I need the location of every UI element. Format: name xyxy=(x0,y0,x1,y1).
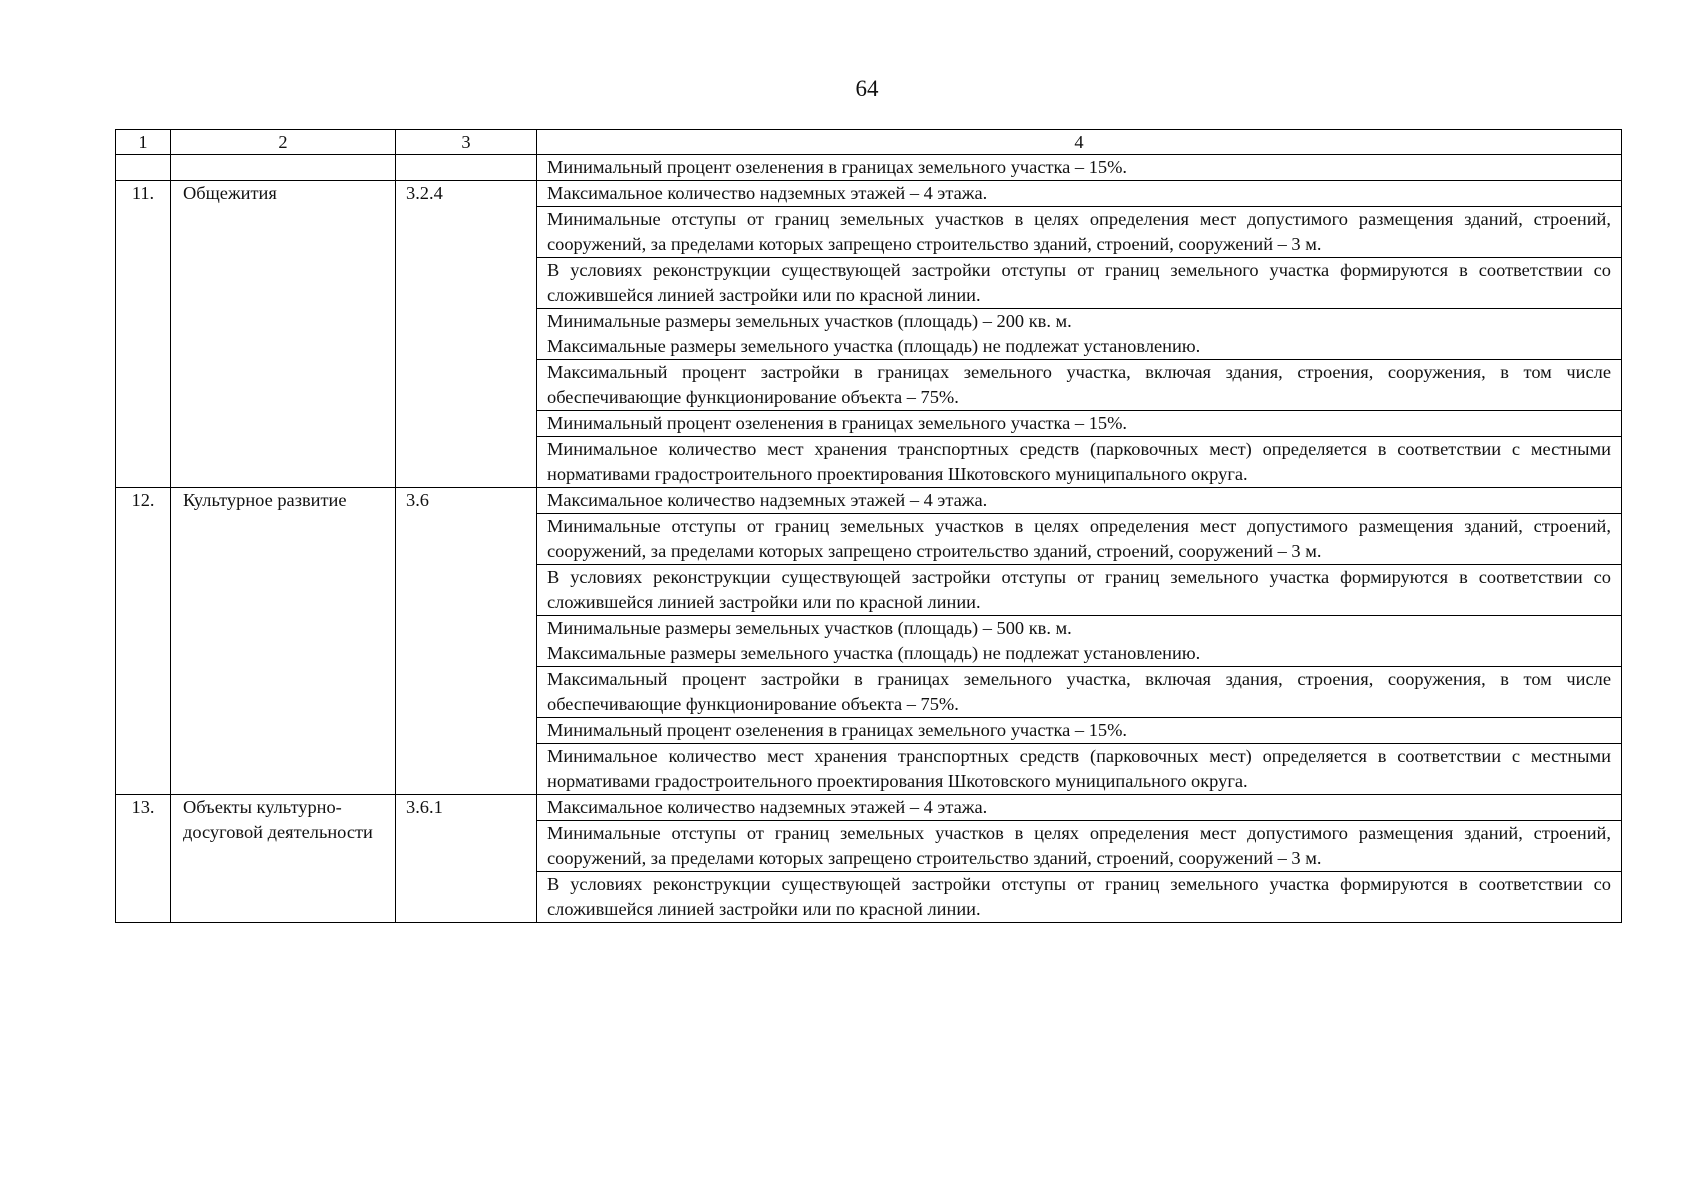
column-header-4: 4 xyxy=(537,130,1622,155)
continuation-row xyxy=(116,155,1622,181)
regulation-text-group xyxy=(537,616,1622,667)
table-header-row xyxy=(116,130,1622,155)
use-type-name: Культурное развитие xyxy=(171,488,396,795)
table-row xyxy=(116,181,1622,207)
regulation-text: Минимальные отступы от границ земельных участков в целях определения мест допустимого размещения зданий, строений, сооружений, за пределами которых запрещено строительство зданий, строений, сооружений – 3 м. xyxy=(537,207,1622,258)
item-number: 11. xyxy=(116,181,171,488)
use-type-code: 3.2.4 xyxy=(396,181,537,488)
regulation-text: Минимальные отступы от границ земельных участков в целях определения мест допустимого размещения зданий, строений, сооружений, за пределами которых запрещено строительство зданий, строений, сооружений – 3 м. xyxy=(537,514,1622,565)
item-number: 12. xyxy=(116,488,171,795)
regulation-text-group xyxy=(537,309,1622,360)
regulation-text: Минимальные размеры земельных участков (площадь) – 200 кв. м. xyxy=(547,311,1072,331)
table-row xyxy=(116,795,1622,821)
column-header-2: 2 xyxy=(171,130,396,155)
use-type-code: 3.6 xyxy=(396,488,537,795)
use-type-name: Объекты культурно-досуговой деятельности xyxy=(171,795,396,923)
regulation-text: Максимальное количество надземных этажей – 4 этажа. xyxy=(537,181,1622,207)
column-header-1: 1 xyxy=(116,130,171,155)
use-type-name: Общежития xyxy=(171,181,396,488)
regulation-text: Максимальный процент застройки в границах земельного участка, включая здания, строения, сооружения, в том числе обеспечивающие функционирование объекта – 75%. xyxy=(537,667,1622,718)
regulation-text: Минимальный процент озеленения в границах земельного участка – 15%. xyxy=(537,155,1622,181)
regulation-text: В условиях реконструкции существующей застройки отступы от границ земельного участка формируются в соответствии со сложившейся линией застройки или по красной линии. xyxy=(537,565,1622,616)
use-type-code: 3.6.1 xyxy=(396,795,537,923)
regulation-text: Максимальные размеры земельного участка (площадь) не подлежат установлению. xyxy=(547,643,1201,663)
regulations-table xyxy=(115,129,1622,923)
page-number: 64 xyxy=(855,76,879,101)
continuation-code-cell xyxy=(396,155,537,181)
table-row xyxy=(116,488,1622,514)
regulation-text: Минимальный процент озеленения в границах земельного участка – 15%. xyxy=(537,718,1622,744)
regulation-text: Максимальное количество надземных этажей – 4 этажа. xyxy=(537,488,1622,514)
continuation-name-cell xyxy=(171,155,396,181)
regulation-text: Максимальное количество надземных этажей – 4 этажа. xyxy=(537,795,1622,821)
regulation-text: Минимальные отступы от границ земельных участков в целях определения мест допустимого размещения зданий, строений, сооружений, за пределами которых запрещено строительство зданий, строений, сооружений – 3 м. xyxy=(537,821,1622,872)
regulation-text: В условиях реконструкции существующей застройки отступы от границ земельного участка формируются в соответствии со сложившейся линией застройки или по красной линии. xyxy=(537,258,1622,309)
regulation-text: В условиях реконструкции существующей застройки отступы от границ земельного участка формируются в соответствии со сложившейся линией застройки или по красной линии. xyxy=(537,872,1622,923)
regulation-text: Минимальные размеры земельных участков (площадь) – 500 кв. м. xyxy=(547,618,1072,638)
regulation-text: Максимальные размеры земельного участка (площадь) не подлежат установлению. xyxy=(547,336,1201,356)
column-header-3: 3 xyxy=(396,130,537,155)
item-number: 13. xyxy=(116,795,171,923)
regulation-text: Максимальный процент застройки в границах земельного участка, включая здания, строения, сооружения, в том числе обеспечивающие функционирование объекта – 75%. xyxy=(537,360,1622,411)
continuation-number-cell xyxy=(116,155,171,181)
regulation-text: Минимальный процент озеленения в границах земельного участка – 15%. xyxy=(537,411,1622,437)
regulation-text: Минимальное количество мест хранения транспортных средств (парковочных мест) определяется в соответствии с местными нормативами градостроительного проектирования Шкотовского муниципального округа. xyxy=(537,437,1622,488)
regulation-text: Минимальное количество мест хранения транспортных средств (парковочных мест) определяется в соответствии с местными нормативами градостроительного проектирования Шкотовского муниципального округа. xyxy=(537,744,1622,795)
